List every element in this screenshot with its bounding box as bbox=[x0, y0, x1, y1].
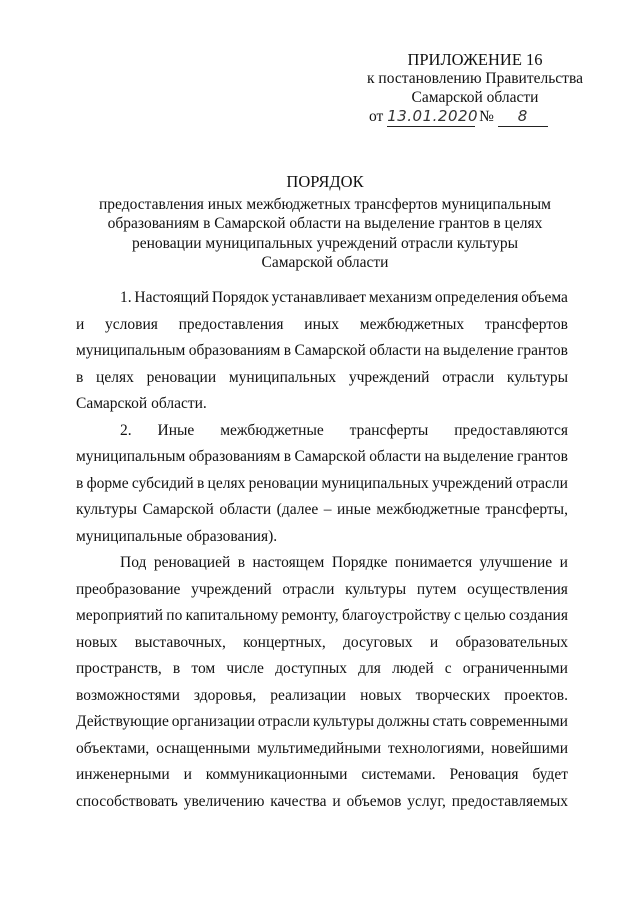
word: благоустройству bbox=[341, 607, 451, 624]
word: должны bbox=[376, 713, 430, 730]
word: 2. bbox=[120, 421, 132, 439]
title-heading: ПОРЯДОК bbox=[286, 172, 364, 191]
word: Самарской bbox=[142, 501, 214, 518]
word: целях bbox=[207, 474, 246, 492]
word: 1. bbox=[120, 289, 132, 306]
word: и bbox=[183, 766, 192, 783]
appendix-resolution-line: к постановлению Правительства bbox=[367, 70, 583, 87]
word: настоящем bbox=[252, 554, 325, 571]
word: отрасли bbox=[515, 474, 568, 492]
word: пространств, bbox=[76, 660, 162, 677]
text-line bbox=[76, 365, 568, 392]
word: услуг, bbox=[407, 792, 446, 810]
word: выставочных, bbox=[134, 633, 226, 651]
word: области bbox=[369, 448, 422, 465]
word: объема bbox=[521, 289, 568, 306]
paragraph-2 bbox=[76, 418, 568, 551]
word: в bbox=[196, 474, 205, 492]
word: для bbox=[358, 660, 381, 677]
number-field bbox=[498, 107, 548, 127]
word: выделение bbox=[443, 448, 514, 465]
document-title bbox=[70, 172, 580, 273]
text-line: Самарской области. bbox=[76, 395, 207, 412]
word: технологиями, bbox=[388, 739, 485, 757]
appendix-header bbox=[355, 50, 595, 127]
text-line: муниципальные образования). bbox=[76, 527, 278, 545]
word: Под bbox=[120, 554, 147, 571]
from-label: от bbox=[369, 108, 384, 125]
word: создания bbox=[509, 607, 568, 624]
appendix-date-number-line bbox=[355, 107, 595, 127]
word: преобразование bbox=[76, 580, 181, 598]
word: и bbox=[76, 315, 85, 333]
word: предоставляются bbox=[454, 421, 568, 439]
word: здоровья, bbox=[193, 686, 257, 704]
word: выделение bbox=[443, 342, 514, 359]
text-line bbox=[76, 338, 568, 365]
paragraph-3 bbox=[76, 550, 568, 815]
word: Действующие bbox=[76, 713, 169, 730]
word: культуры bbox=[76, 501, 138, 518]
word: и bbox=[559, 554, 568, 571]
word: мультимедийными bbox=[257, 739, 382, 757]
word: и bbox=[332, 792, 341, 810]
title-line: образованиям в Самарской области на выделение грантов в целях bbox=[107, 215, 543, 232]
word: творческих bbox=[415, 686, 491, 704]
word: будет bbox=[532, 766, 568, 783]
appendix-region-line: Самарской области bbox=[411, 89, 539, 106]
word: доступных bbox=[275, 660, 348, 677]
text-line bbox=[76, 630, 568, 657]
word: способствовать bbox=[76, 792, 178, 810]
word: реновации bbox=[248, 474, 319, 492]
word: числе bbox=[226, 660, 264, 677]
word: новых bbox=[76, 633, 118, 651]
word: области bbox=[219, 501, 272, 518]
word: грантов bbox=[517, 342, 568, 359]
word: в bbox=[76, 368, 84, 386]
word: грантов bbox=[517, 448, 568, 465]
word: людей bbox=[392, 660, 434, 677]
word: концертных, bbox=[243, 633, 326, 651]
word: на bbox=[424, 342, 440, 359]
word: муниципальным bbox=[76, 448, 186, 465]
word: культуры bbox=[312, 713, 374, 730]
word: оснащенными bbox=[156, 739, 251, 757]
word: объемов bbox=[346, 792, 402, 810]
word: межбюджетные bbox=[220, 421, 324, 439]
word: условия bbox=[105, 315, 158, 333]
word: осуществления bbox=[467, 580, 568, 598]
text-line bbox=[76, 762, 568, 789]
text-line bbox=[76, 577, 568, 604]
text-line bbox=[76, 683, 568, 710]
text-line bbox=[76, 603, 568, 630]
word: в bbox=[172, 660, 181, 677]
word: в bbox=[283, 342, 292, 359]
word: организации bbox=[171, 713, 255, 730]
word: реновацией bbox=[153, 554, 231, 571]
word: целью bbox=[464, 607, 506, 624]
word: объектами, bbox=[76, 739, 150, 757]
word: новейшими bbox=[491, 739, 568, 757]
word: предоставления bbox=[178, 315, 284, 333]
word: Самарской bbox=[294, 342, 366, 359]
word: том bbox=[191, 660, 216, 677]
word: увеличению bbox=[183, 792, 265, 810]
document-body bbox=[76, 285, 568, 815]
word: коммуникационными bbox=[205, 766, 348, 783]
word: области bbox=[369, 342, 422, 359]
word: Порядке bbox=[331, 554, 388, 571]
text-line bbox=[76, 709, 568, 736]
word: качества bbox=[270, 792, 327, 810]
word: культуры bbox=[345, 580, 407, 598]
text-line bbox=[76, 312, 568, 339]
word: устанавливает bbox=[271, 289, 367, 306]
word: с bbox=[454, 607, 461, 624]
word: отрасли bbox=[442, 368, 495, 386]
word: ремонту, bbox=[281, 607, 339, 624]
date-field bbox=[387, 107, 479, 127]
text-line bbox=[76, 550, 568, 577]
word: образованиям bbox=[188, 342, 281, 359]
word: иные bbox=[337, 501, 371, 518]
word: муниципальным bbox=[76, 342, 186, 359]
word: капитальному bbox=[185, 607, 279, 624]
word: форме bbox=[86, 474, 129, 492]
word: возможностями bbox=[76, 686, 180, 704]
title-line: предоставления иных межбюджетных трансфертов муниципальным bbox=[99, 195, 551, 213]
word: с bbox=[444, 660, 452, 677]
word: реализации bbox=[270, 686, 347, 704]
word: целях bbox=[96, 368, 134, 386]
word: по bbox=[166, 607, 183, 624]
word: Настоящий bbox=[134, 289, 210, 306]
word: образовательных bbox=[455, 633, 568, 651]
word: инженерными bbox=[76, 766, 170, 783]
word: отрасли bbox=[282, 580, 335, 598]
word: на bbox=[424, 448, 440, 465]
word: иных bbox=[304, 315, 340, 333]
word: Иные bbox=[157, 421, 195, 439]
word: путем bbox=[416, 580, 457, 598]
title-line: Самарской области bbox=[261, 254, 389, 271]
text-line bbox=[76, 285, 568, 312]
word: образованиям bbox=[188, 448, 281, 465]
word: новых bbox=[360, 686, 402, 704]
handwritten-date: 13.01.2020 bbox=[387, 107, 479, 125]
paragraph-1 bbox=[76, 285, 568, 418]
word: стать bbox=[432, 713, 467, 730]
word: трансфертов bbox=[484, 315, 568, 333]
word: муниципальных bbox=[321, 474, 429, 492]
word: досуговых bbox=[343, 633, 413, 651]
word: учреждений bbox=[432, 474, 513, 492]
word: современными bbox=[469, 713, 568, 730]
word: – bbox=[323, 501, 332, 518]
word: Порядок bbox=[211, 289, 269, 306]
word: межбюджетные bbox=[376, 501, 480, 518]
word: Самарской bbox=[294, 448, 366, 465]
word: в bbox=[237, 554, 246, 571]
word: механизм bbox=[368, 289, 433, 306]
number-label: № bbox=[479, 108, 494, 125]
word: межбюджетных bbox=[359, 315, 465, 333]
word: муниципальных bbox=[228, 368, 337, 386]
word: понимается bbox=[395, 554, 473, 571]
text-line bbox=[76, 656, 568, 683]
word: субсидий bbox=[131, 474, 194, 492]
word: проектов. bbox=[504, 686, 568, 704]
text-line bbox=[76, 497, 568, 524]
text-line bbox=[76, 418, 568, 445]
text-line bbox=[76, 444, 568, 471]
appendix-title: ПРИЛОЖЕНИЕ 16 bbox=[407, 50, 543, 69]
word: ограниченными bbox=[462, 660, 568, 677]
word: трансферты, bbox=[485, 501, 568, 518]
text-line bbox=[76, 736, 568, 763]
word: системами. bbox=[361, 766, 436, 783]
word: мероприятий bbox=[76, 607, 164, 624]
word: учреждений bbox=[348, 368, 430, 386]
word: (далее bbox=[276, 501, 319, 518]
word: отрасли bbox=[257, 713, 310, 730]
word: Реновация bbox=[449, 766, 519, 783]
word: трансферты bbox=[349, 421, 429, 439]
word: и bbox=[429, 633, 439, 651]
text-line bbox=[76, 789, 568, 816]
word: реновации bbox=[146, 368, 217, 386]
word: культуры bbox=[506, 368, 568, 386]
word: в bbox=[76, 474, 84, 492]
title-line: реновации муниципальных учреждений отрасли культуры bbox=[131, 234, 519, 252]
word: улучшение bbox=[479, 554, 553, 571]
word: определения bbox=[434, 289, 519, 306]
word: учреждений bbox=[191, 580, 272, 598]
word: предоставляемых bbox=[451, 792, 568, 810]
word: в bbox=[283, 448, 292, 465]
handwritten-number: 8 bbox=[517, 107, 528, 125]
text-line bbox=[76, 471, 568, 498]
